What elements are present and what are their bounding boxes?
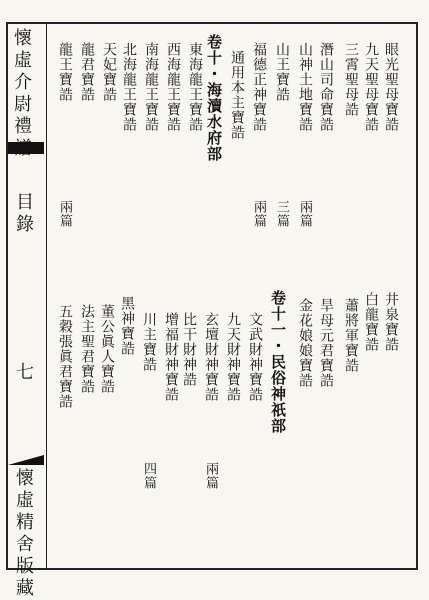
toc-entry: 法主聖君寶誥 <box>79 304 95 394</box>
section-title: 目錄 <box>13 192 34 236</box>
toc-entry: 增福財神寶誥 <box>163 312 179 402</box>
toc-entry: 潛山司命寶誥 <box>318 42 334 132</box>
entry-count: 四篇 <box>141 462 156 490</box>
toc-entry: 龍王寶誥 <box>57 42 73 102</box>
toc-entry: 通用本主寶誥 <box>229 50 245 140</box>
chapter-heading: 卷十一・民俗神祇部 <box>269 290 287 434</box>
toc-entry: 福德正神寶誥 <box>251 42 267 132</box>
toc-entry: 金花娘娘寶誥 <box>297 298 313 388</box>
publisher-name: 懷虛精舍版藏 <box>13 468 34 600</box>
chapter-heading: 卷十・海瀆水府部 <box>205 34 223 162</box>
entry-count: 兩篇 <box>57 200 72 228</box>
entry-count: 兩篇 <box>251 200 266 228</box>
toc-entry: 眼光聖母寶誥 <box>383 42 399 132</box>
toc-entry: 南海龍王寶誥 <box>143 42 159 132</box>
toc-entry: 天妃寶誥 <box>101 42 117 102</box>
toc-entry: 東海龍王寶誥 <box>187 42 203 132</box>
toc-entry: 北海龍王寶誥 <box>121 42 137 132</box>
toc-entry: 三霄聖母誥 <box>343 42 359 117</box>
toc-entry: 九天聖母寶誥 <box>363 42 379 132</box>
toc-entry: 井泉寶誥 <box>383 292 399 352</box>
margin-rule <box>46 22 47 570</box>
toc-entry: 蕭將軍寶誥 <box>343 298 359 373</box>
toc-entry: 黑神寶誥 <box>119 296 135 356</box>
page-number: 七 <box>13 362 34 384</box>
toc-entry: 旱母元君寶誥 <box>318 298 334 388</box>
toc-entry: 山神土地寶誥 <box>297 42 313 132</box>
toc-entry: 西海龍王寶誥 <box>165 42 181 132</box>
toc-entry: 九天財神寶誥 <box>225 312 241 402</box>
toc-entry: 玄壇財神寶誥 <box>203 312 219 402</box>
toc-entry: 白龍寶誥 <box>363 292 379 352</box>
book-title: 懷虛介尉禮譜 <box>11 28 32 160</box>
toc-entry: 龍君寶誥 <box>79 42 95 102</box>
toc-entry: 五穀張眞君寶誥 <box>57 304 73 409</box>
entry-count: 兩篇 <box>203 462 218 490</box>
toc-entry: 山王寶誥 <box>274 42 290 102</box>
toc-entry: 董公眞人寶誥 <box>99 304 115 394</box>
toc-entry: 文武財神寶誥 <box>247 312 263 402</box>
toc-entry: 川主寶誥 <box>141 312 157 372</box>
toc-entry: 比干財神誥 <box>181 312 197 387</box>
entry-count: 三篇 <box>274 200 289 228</box>
entry-count: 兩篇 <box>297 200 312 228</box>
